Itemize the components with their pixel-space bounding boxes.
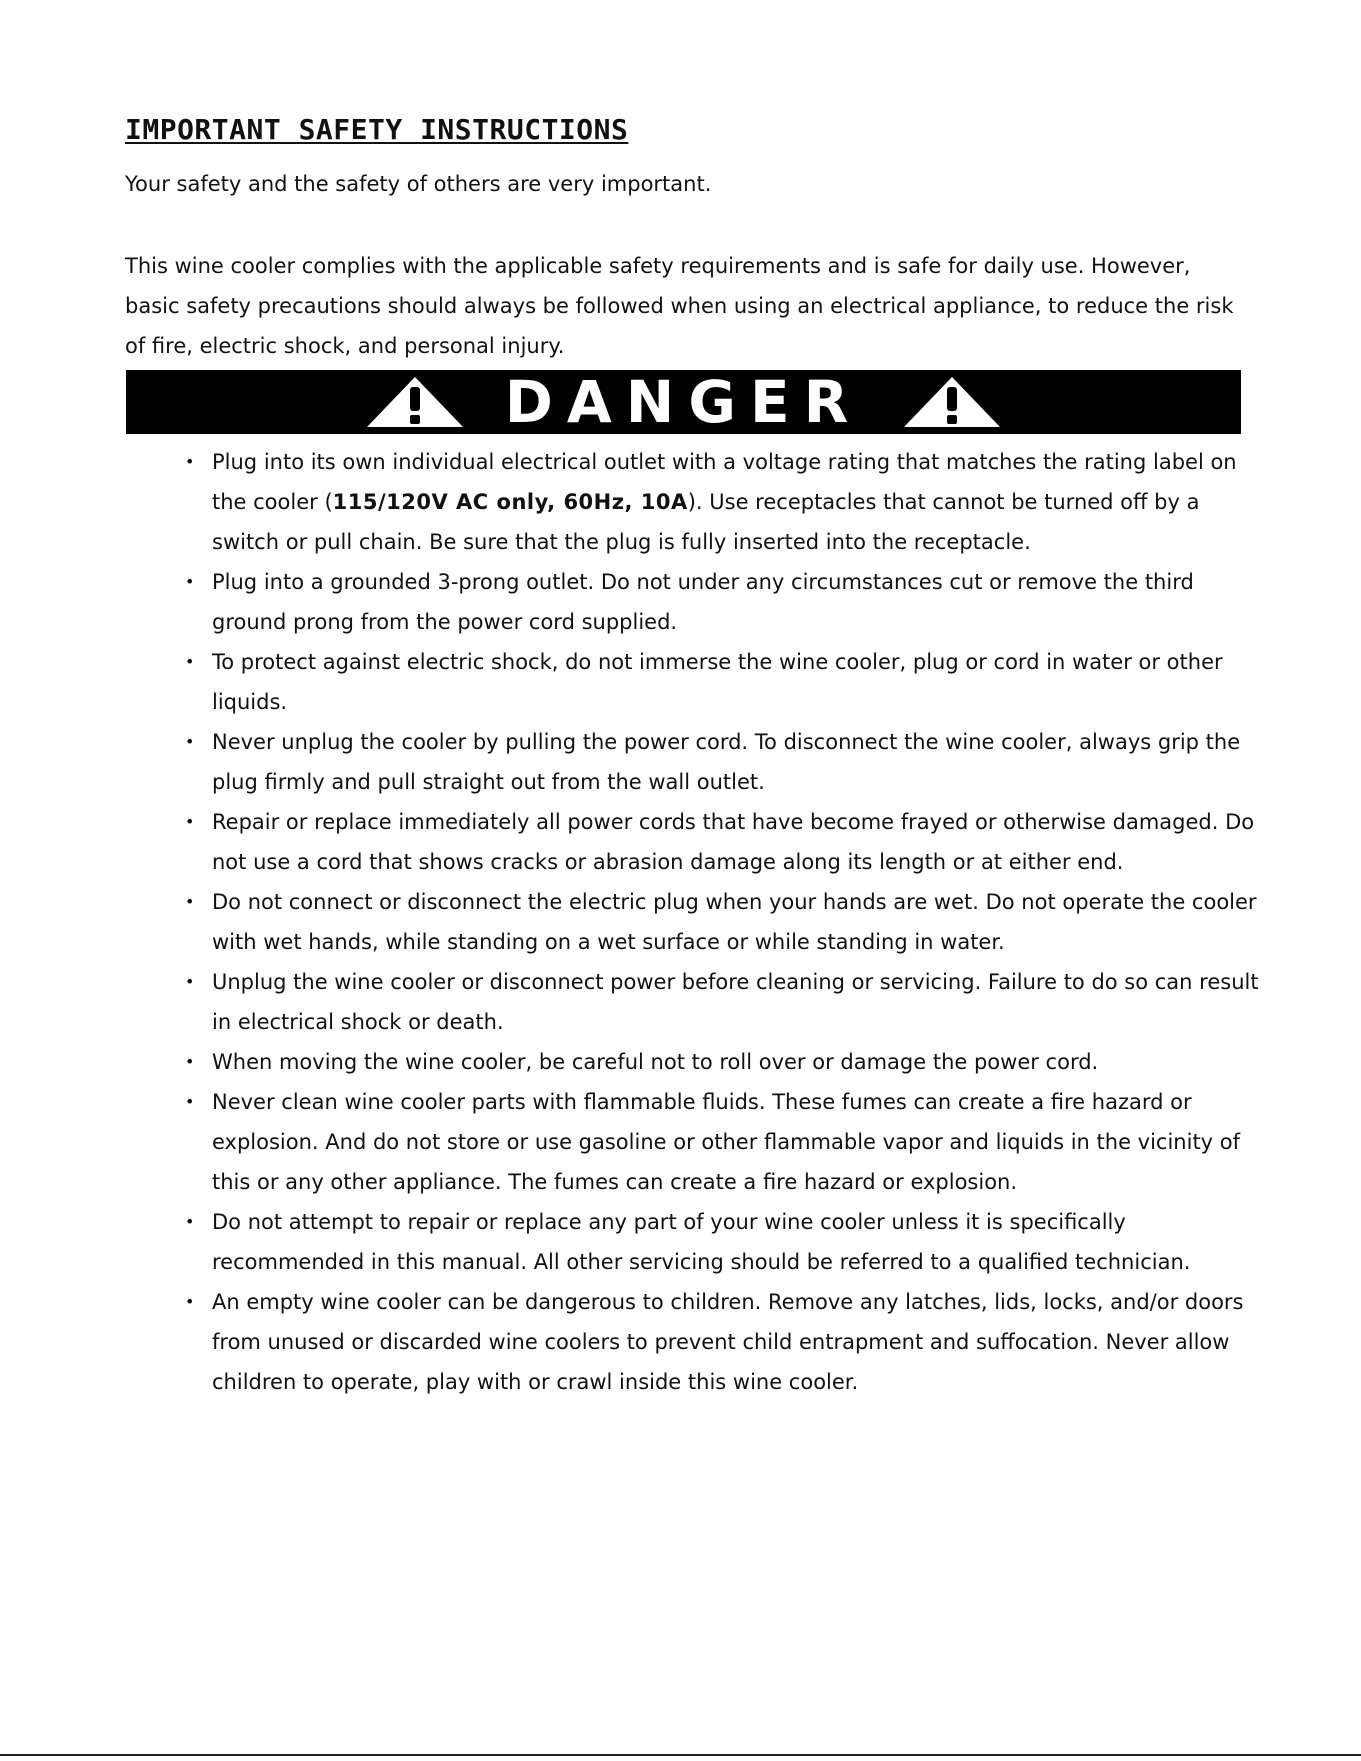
- bullet-text: When moving the wine cooler, be careful not to roll over or damage the power cord.: [212, 1050, 1099, 1074]
- voltage-rating: 115/120V AC only, 60Hz, 10A: [332, 490, 688, 514]
- intro-paragraph-2: This wine cooler complies with the applicable safety requirements and is safe for daily use. However, basic safety precautions should always be followed when using an electrical appliance, to reduce the risk of fire, electric shock, and personal injury.: [125, 254, 1234, 358]
- page-title: IMPORTANT SAFETY INSTRUCTIONS: [125, 113, 629, 146]
- bullet-text: To protect against electric shock, do not immerse the wine cooler, plug or cord in water or other liquids.: [212, 650, 1223, 714]
- bullet-text-part: Plug into its own individual electrical outlet with a voltage rating that matches the rating label on the cooler (: [212, 450, 1237, 514]
- bullet-icon: •: [185, 732, 195, 751]
- intro-paragraph-1: Your safety and the safety of others are very important.: [125, 172, 712, 196]
- bullet-text-part: ). Use receptacles that cannot be turned off by a switch or pull chain. Be sure that the plug is fully inserted into the receptacle.: [212, 490, 1200, 554]
- danger-banner-content: [363, 370, 1004, 434]
- list-item: [0, 642, 1361, 722]
- warning-triangle-icon: [363, 375, 467, 429]
- bullet-icon: •: [185, 972, 195, 991]
- bullet-text: An empty wine cooler can be dangerous to children. Remove any latches, lids, locks, and/or doors from unused or discarded wine coolers to prevent child entrapment and suffocation. Never allow children to operate, play with or crawl inside this wine cooler.: [212, 1290, 1244, 1394]
- bullet-text: Unplug the wine cooler or disconnect power before cleaning or servicing. Failure to do so can result in electrical shock or death.: [212, 970, 1259, 1034]
- bullet-text: Never clean wine cooler parts with flammable fluids. These fumes can create a fire hazard or explosion. And do not store or use gasoline or other flammable vapor and liquids in the vicinity of this or any other appliance. The fumes can create a fire hazard or explosion.: [212, 1090, 1241, 1194]
- bullet-text: Repair or replace immediately all power cords that have become frayed or otherwise damaged. Do not use a cord that shows cracks or abrasion damage along its length or at either end.: [212, 810, 1255, 874]
- bullet-icon: •: [185, 572, 195, 591]
- list-item: [0, 1202, 1361, 1282]
- warning-triangle-icon: [900, 375, 1004, 429]
- bullet-icon: •: [185, 1212, 195, 1231]
- list-item: [0, 882, 1361, 962]
- page-bottom-rule: [0, 1754, 1361, 1756]
- list-item: [0, 1042, 1361, 1082]
- danger-label: DANGER: [504, 368, 863, 436]
- safety-instructions-list: [0, 442, 1361, 1402]
- bullet-text: Do not connect or disconnect the electric plug when your hands are wet. Do not operate the cooler with wet hands, while standing on a wet surface or while standing in water.: [212, 890, 1257, 954]
- list-item: [0, 802, 1361, 882]
- bullet-text: Plug into a grounded 3-prong outlet. Do not under any circumstances cut or remove the third ground prong from the power cord supplied.: [212, 570, 1194, 634]
- bullet-icon: •: [185, 1092, 195, 1111]
- bullet-icon: •: [185, 1052, 195, 1071]
- list-item: [0, 722, 1361, 802]
- danger-banner: [126, 370, 1241, 434]
- list-item: [0, 1282, 1361, 1402]
- bullet-icon: •: [185, 1292, 195, 1311]
- bullet-text: Do not attempt to repair or replace any part of your wine cooler unless it is specifically recommended in this manual. All other servicing should be referred to a qualified technician.: [212, 1210, 1191, 1274]
- bullet-text: Never unplug the cooler by pulling the power cord. To disconnect the wine cooler, always grip the plug firmly and pull straight out from the wall outlet.: [212, 730, 1241, 794]
- bullet-icon: •: [185, 652, 195, 671]
- bullet-icon: •: [185, 452, 195, 471]
- list-item: [0, 1082, 1361, 1202]
- bullet-icon: •: [185, 812, 195, 831]
- list-item: [0, 562, 1361, 642]
- bullet-icon: •: [185, 892, 195, 911]
- list-item: [0, 442, 1361, 562]
- list-item: [0, 962, 1361, 1042]
